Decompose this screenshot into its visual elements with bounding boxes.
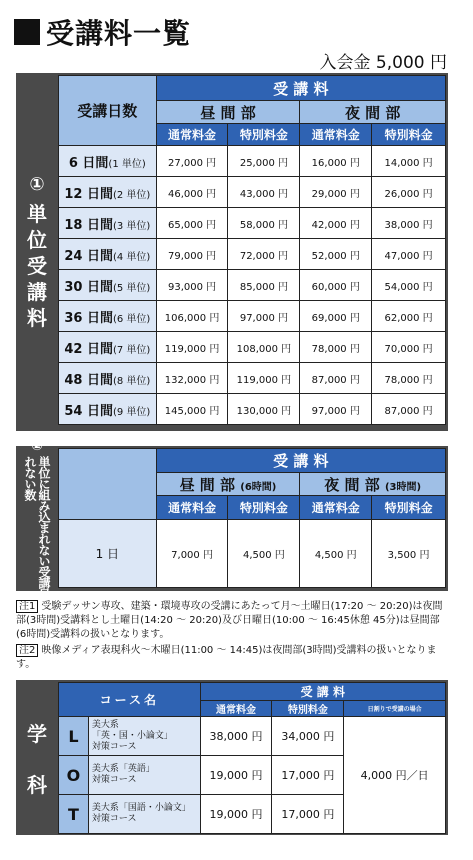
section2-side-text [23, 456, 51, 599]
admission-fee: 入会金 5,000 円 [319, 53, 447, 73]
note-text: 受験デッサン専攻、建築・環境専攻の受講にあたって月～土曜日(17:20 ～ 20:20)は夜間部(3時間)受講料とし土曜日(14:20 ～ 20:20)及び日曜日(10:00 ～ 16:45休憩 45分)は昼間部(6時間)受講料の扱いとなります。 [16, 601, 443, 640]
fee-header: 受 講 料 [200, 683, 445, 701]
sub-header-special: 特別料金 [228, 124, 300, 146]
course-name-line: 美大系「英語」 [91, 764, 155, 774]
fee-cell: 19,000 円 [200, 756, 272, 795]
fee-cell: 108,000 円 [228, 332, 300, 363]
sub-header-regular: 通常料金 [300, 124, 372, 146]
section2-table [58, 448, 446, 588]
day-section-header [156, 473, 300, 496]
course-name [88, 717, 200, 756]
fee-cell: 79,000 円 [156, 239, 228, 270]
fee-cell: 78,000 円 [372, 363, 446, 394]
section2-blank-header [59, 449, 157, 520]
course-name [88, 756, 200, 795]
days-text: 30 日間 [64, 279, 113, 295]
section1-side-char: 料 [27, 305, 47, 330]
section1-side-num: ① [29, 173, 45, 195]
fee-cell: 46,000 円 [156, 177, 228, 208]
fee-cell: 65,000 円 [156, 208, 228, 239]
page-title-text: 受講料一覧 [46, 17, 192, 50]
section1-side-char: 単 [27, 201, 47, 226]
square-bullet-icon [14, 19, 40, 45]
days-text: 18 日間 [64, 217, 113, 233]
section3-side-char: 学 [27, 721, 47, 746]
fee-cell: 7,000 円 [156, 520, 228, 588]
sub-header-regular: 通常料金 [300, 496, 372, 520]
course-name-line: 美大系 [91, 719, 119, 730]
fee-cell: 47,000 円 [372, 239, 446, 270]
days-text: 36 日間 [64, 310, 113, 326]
course-letter: L [59, 717, 89, 756]
course-name-line: 対策コース [91, 741, 137, 752]
fee-cell: 25,000 円 [228, 146, 300, 177]
sub-header-regular: 通常料金 [156, 496, 228, 520]
units-text: (2 単位) [112, 189, 151, 201]
course-name-line: 美大系「国語・小論文」 [91, 803, 191, 813]
note-tag: 注2 [16, 644, 38, 657]
fee-cell: 78,000 円 [300, 332, 372, 363]
fee-cell: 106,000 円 [156, 301, 228, 332]
fee-header: 受 講 料 [156, 449, 445, 473]
section2-frame [16, 438, 448, 599]
night-label: 夜 間 部 [324, 475, 380, 494]
sub-header-special: 特別料金 [372, 124, 446, 146]
fee-cell: 145,000 円 [156, 394, 228, 425]
units-text: (4 単位) [112, 251, 151, 263]
days-text: 24 日間 [64, 248, 113, 264]
fee-cell: 17,000 円 [272, 795, 344, 834]
fee-cell: 85,000 円 [228, 270, 300, 301]
units-text: (7 単位) [112, 344, 151, 356]
page-title [14, 12, 191, 52]
row-days-label [59, 239, 157, 270]
fee-cell: 17,000 円 [272, 756, 344, 795]
fee-cell: 60,000 円 [300, 270, 372, 301]
fee-cell: 97,000 円 [228, 301, 300, 332]
days-text: 48 日間 [64, 372, 113, 388]
note-2 [16, 644, 448, 672]
fee-cell: 14,000 円 [372, 146, 446, 177]
sub-header-special: 特別料金 [272, 701, 344, 717]
fee-cell: 16,000 円 [300, 146, 372, 177]
note-tag: 注1 [16, 600, 38, 613]
fee-cell: 132,000 円 [156, 363, 228, 394]
days-text: 42 日間 [64, 341, 113, 357]
section3-side-char: 科 [27, 772, 47, 797]
fee-cell: 4,500 円 [228, 520, 300, 588]
row-days-label [59, 301, 157, 332]
units-text: (6 単位) [112, 313, 151, 325]
row-days-label [59, 394, 157, 425]
fee-cell: 119,000 円 [228, 363, 300, 394]
course-name-line: 対策コース [91, 814, 137, 824]
fee-cell: 58,000 円 [228, 208, 300, 239]
fee-cell: 3,500 円 [372, 520, 446, 588]
course-letter: T [59, 795, 89, 834]
fee-cell: 69,000 円 [300, 301, 372, 332]
section1-side-char: 講 [27, 279, 47, 304]
fee-cell: 93,000 円 [156, 270, 228, 301]
section2-side-label [16, 438, 58, 599]
days-text: 6 日間 [68, 155, 109, 171]
day-section-header: 昼 間 部 [156, 101, 300, 124]
fee-cell: 19,000 円 [200, 795, 272, 834]
night-section-header [300, 473, 446, 496]
fee-cell: 38,000 円 [372, 208, 446, 239]
fee-cell: 34,000 円 [272, 717, 344, 756]
section1-side-char: 位 [27, 227, 47, 252]
row-days-label [59, 146, 157, 177]
course-letter: O [59, 756, 89, 795]
fee-cell: 130,000 円 [228, 394, 300, 425]
days-text: 12 日間 [64, 186, 113, 202]
night-hours: (3時間) [384, 481, 422, 493]
units-text: (5 単位) [112, 282, 151, 294]
section2-side-num: ② [31, 438, 43, 454]
section3-side-label [16, 680, 58, 835]
fee-cell: 4,500 円 [300, 520, 372, 588]
section1-frame [16, 73, 448, 431]
section1-side-char: 受 [27, 253, 47, 278]
sub-header-daily: 日割りで受講の場合 [344, 701, 446, 717]
day-label: 昼 間 部 [179, 475, 236, 494]
night-section-header: 夜 間 部 [300, 101, 446, 124]
section1-table [58, 75, 446, 425]
units-text: (8 単位) [112, 375, 151, 387]
section3-frame [16, 680, 448, 835]
course-name [88, 795, 200, 834]
fee-cell: 72,000 円 [228, 239, 300, 270]
note-text: 映像メディア表現科火～木曜日(11:00 ～ 14:45)は夜間部(3時間)受講料の扱いとなります。 [16, 645, 437, 670]
fee-cell: 97,000 円 [300, 394, 372, 425]
days-text: 54 日間 [64, 403, 113, 419]
sub-header-regular: 通常料金 [200, 701, 272, 717]
fee-cell: 26,000 円 [372, 177, 446, 208]
course-name-line: 「英・国・小論文」 [91, 730, 173, 741]
fee-cell: 62,000 円 [372, 301, 446, 332]
section1-side-label [16, 73, 58, 431]
fee-cell: 70,000 円 [372, 332, 446, 363]
section2-side-col: 単位に組み込まれない受講日 [37, 456, 51, 599]
sub-header-special: 特別料金 [228, 496, 300, 520]
fee-cell: 119,000 円 [156, 332, 228, 363]
fee-cell: 54,000 円 [372, 270, 446, 301]
row-days-label [59, 332, 157, 363]
fee-cell: 38,000 円 [200, 717, 272, 756]
section2-side-col: れない数 [23, 456, 37, 500]
fee-cell: 87,000 円 [372, 394, 446, 425]
units-text: (3 単位) [112, 220, 151, 232]
sub-header-special: 特別料金 [372, 496, 446, 520]
col-days-header: 受講日数 [59, 76, 157, 146]
fee-cell: 43,000 円 [228, 177, 300, 208]
fee-cell: 27,000 円 [156, 146, 228, 177]
daily-fee-cell: 4,000 円／日 [344, 717, 446, 834]
fee-cell: 29,000 円 [300, 177, 372, 208]
fee-header: 受 講 料 [156, 76, 445, 101]
row-days-label [59, 270, 157, 301]
fee-cell: 87,000 円 [300, 363, 372, 394]
note-1 [16, 600, 448, 642]
units-text: (9 単位) [112, 406, 151, 418]
row-days-label [59, 177, 157, 208]
course-name-line: 対策コース [91, 775, 137, 785]
notes [16, 600, 448, 672]
day-hours: (6時間) [240, 481, 277, 493]
row-days-label [59, 208, 157, 239]
row-label-1day: 1 日 [59, 520, 157, 588]
fee-cell: 42,000 円 [300, 208, 372, 239]
row-days-label [59, 363, 157, 394]
section3-table [58, 682, 446, 834]
sub-header-regular: 通常料金 [156, 124, 228, 146]
course-name-header: コース名 [59, 683, 201, 717]
fee-cell: 52,000 円 [300, 239, 372, 270]
units-text: (1 単位) [108, 158, 146, 170]
